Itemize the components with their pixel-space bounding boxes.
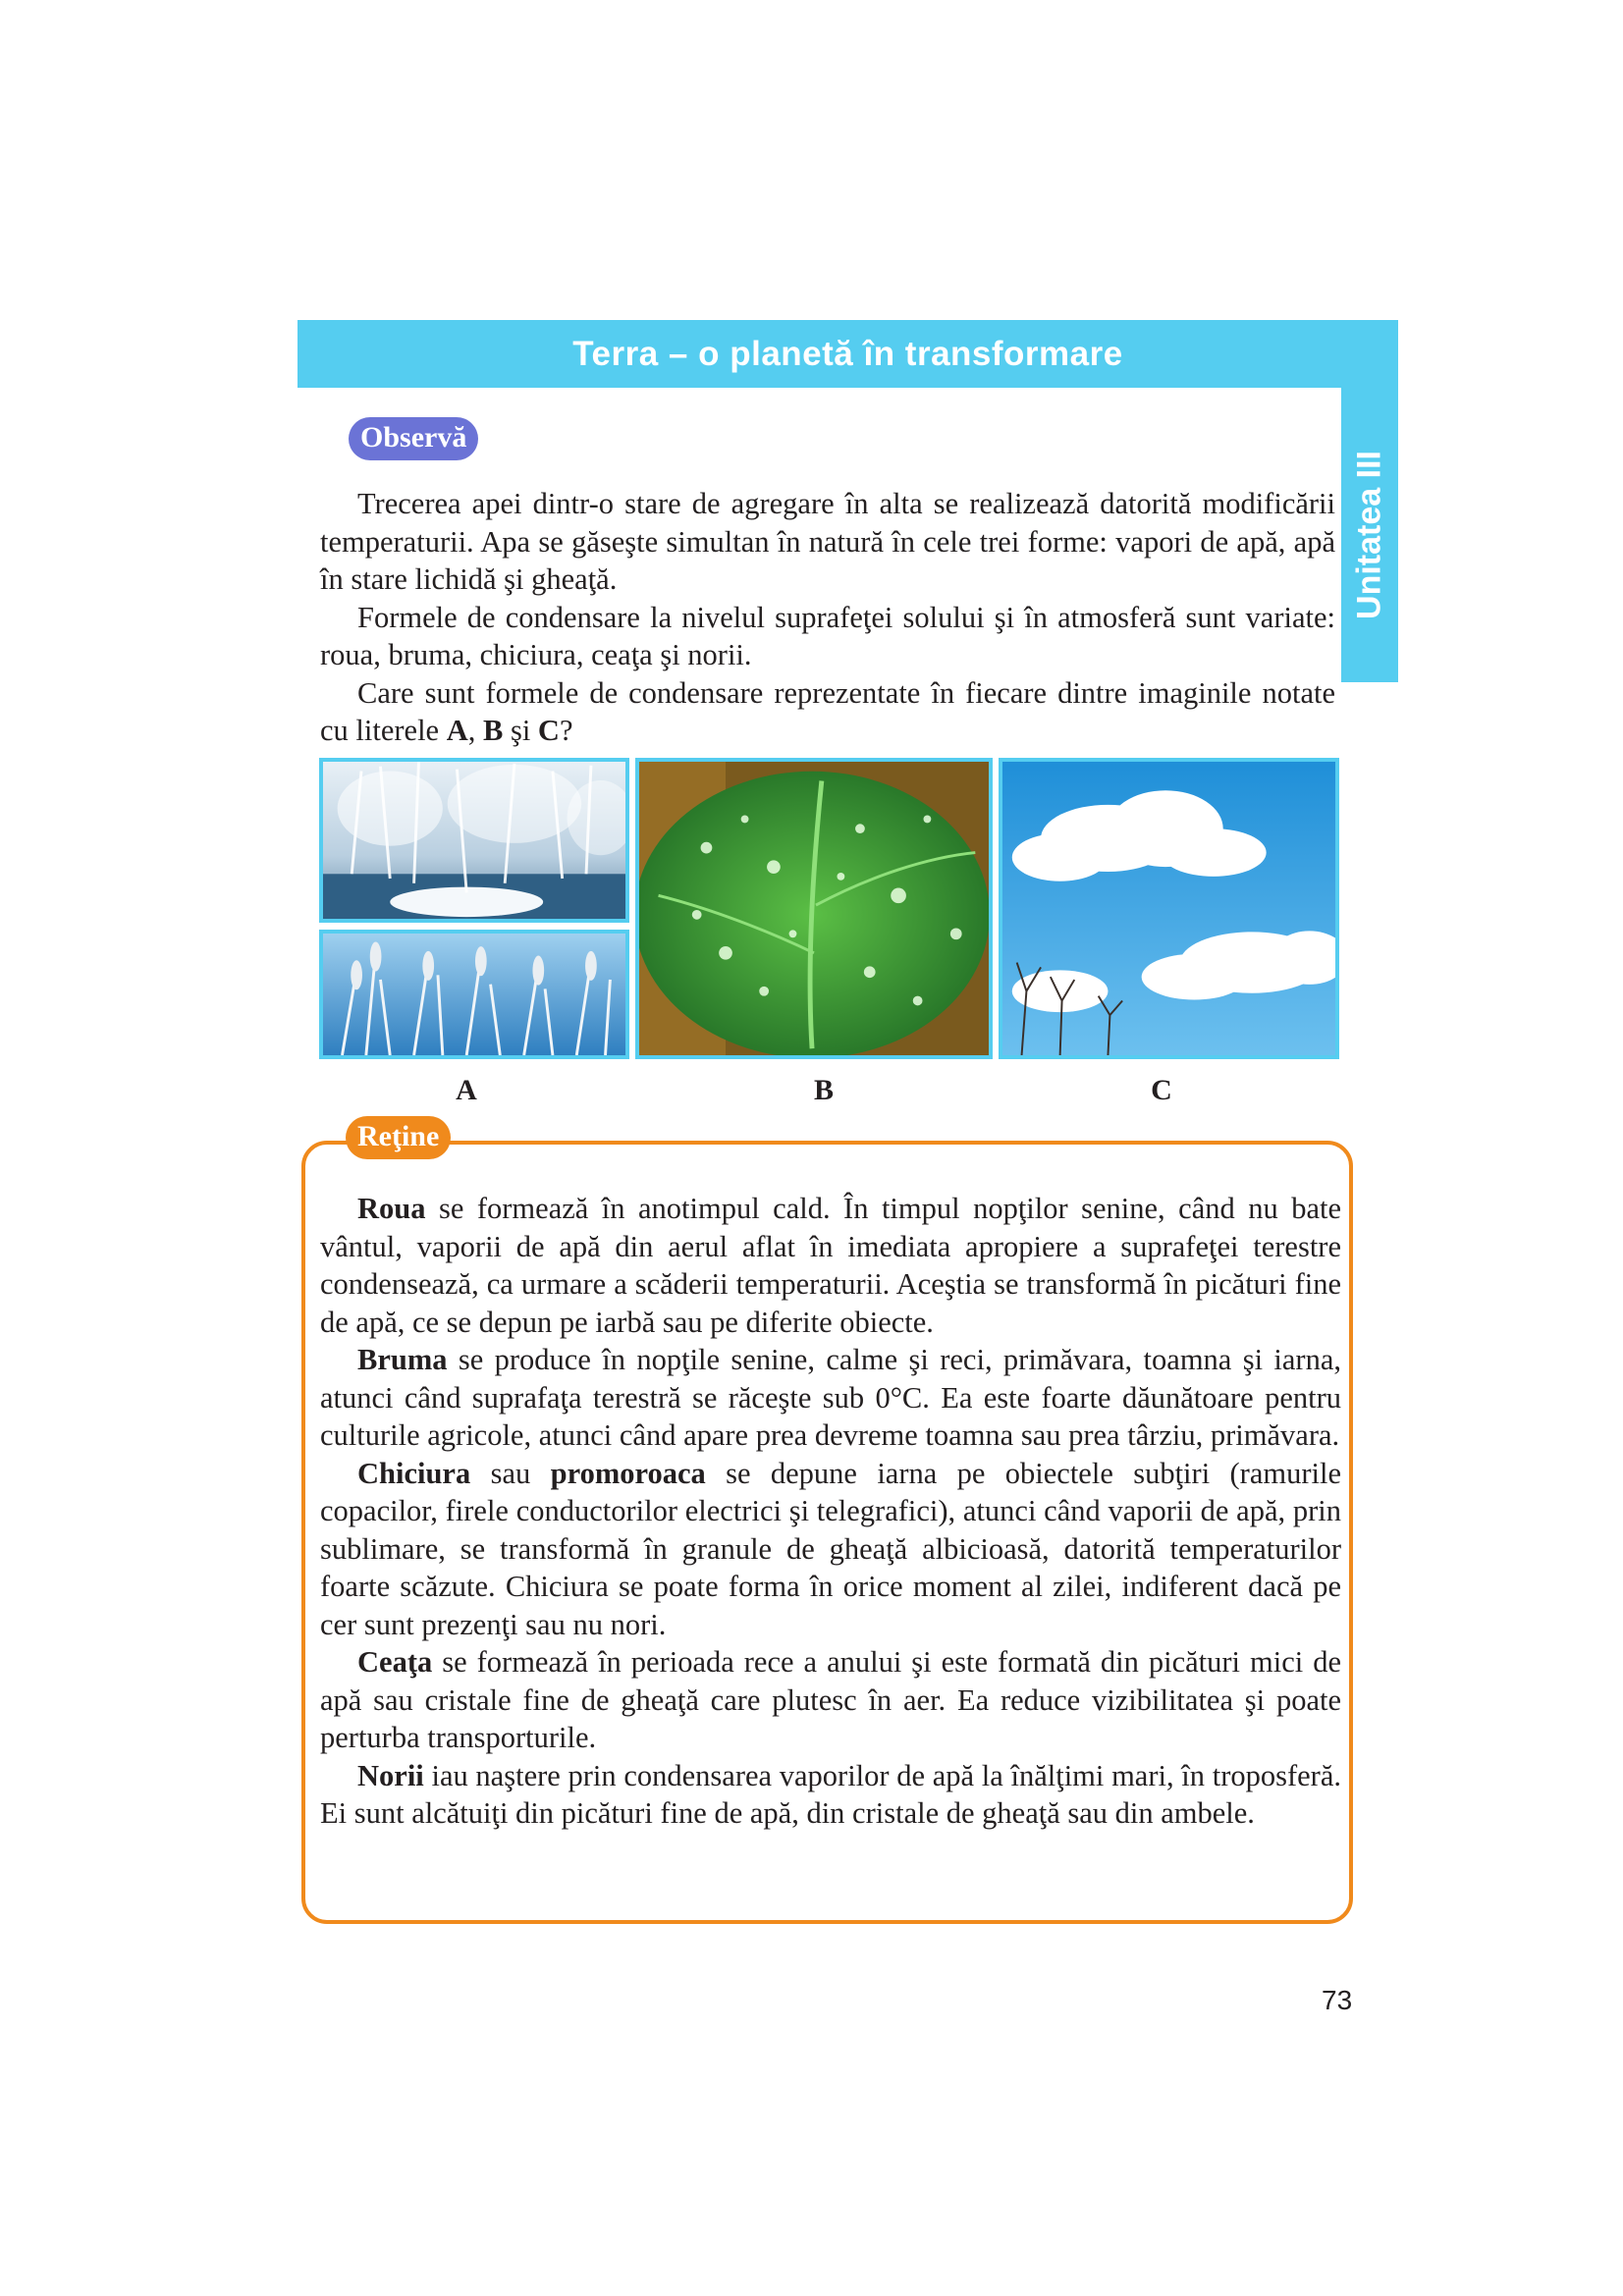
norii-paragraph [320, 1757, 1341, 1833]
frost-reeds-photo [319, 930, 629, 1059]
chapter-title-bar [298, 320, 1398, 388]
chiciura-connector: sau [470, 1456, 551, 1490]
letter-b: B [482, 714, 504, 747]
retine-text [320, 1190, 1341, 1833]
chapter-title: Terra – o planetă în transformare [572, 335, 1123, 373]
ceata-paragraph [320, 1643, 1341, 1757]
term-ceata: Ceaţa [357, 1645, 433, 1679]
observa-paragraph-2: Formele de condensare la nivelul suprafeţei solului şi în atmosferă sunt variate: roua, bruma, chiciura, ceaţa şi norii. [320, 600, 1335, 671]
question-separator: , [467, 714, 483, 747]
bruma-paragraph [320, 1341, 1341, 1455]
dew-leaf-photo [635, 758, 993, 1059]
image-label-a: A [456, 1074, 477, 1106]
ceata-text: se formează în perioada rece a anului şi este formată din picături mici de apă sau cristale fine de gheaţă care plutesc în aer. Ea reduce vizibilitatea şi poate perturba transporturile. [320, 1645, 1341, 1754]
observa-badge: Observă [349, 417, 478, 460]
question-mark: ? [559, 714, 573, 747]
question-text: Care sunt formele de condensare reprezentate în fiecare dintre imaginile notate cu literele [320, 675, 1335, 747]
question-separator: şi [503, 714, 538, 747]
term-chiciura: Chiciura [357, 1456, 471, 1490]
observa-paragraph-1: Trecerea apei dintr-o stare de agregare în alta se realizează datorită modificării temperaturii. Apa se găseşte simultan în natură în cele trei forme: vapori de apă, apă în stare lichidă şi gheaţă. [320, 487, 1335, 596]
page-number: 73 [1322, 1985, 1353, 2015]
observa-text [320, 485, 1335, 750]
term-bruma: Bruma [357, 1343, 448, 1376]
norii-text: iau naştere prin condensarea vaporilor de apă la înălţimi mari, în troposferă. Ei sunt alcătuiţi din picături fine de apă, din cristale de gheaţă sau din ambele. [320, 1758, 1341, 1830]
roua-paragraph [320, 1190, 1341, 1341]
unit-label: Unitatea III [1350, 451, 1388, 619]
image-label-b: B [813, 1074, 835, 1106]
term-roua: Roua [357, 1192, 426, 1225]
roua-text: se formează în anotimpul cald. În timpul nopţilor senine, când nu bate vântul, vaporii de apă din aerul aflat în imediata apropiere a suprafeţei terestre condensează, ca urmare a scăderii temperaturii. Aceştia se transformă în picături fine de apă, ce se depun pe iarbă sau pe diferite obiecte. [320, 1192, 1341, 1339]
observa-question [320, 674, 1335, 750]
clouds-sky-photo [999, 758, 1339, 1059]
retine-badge: Reţine [346, 1116, 451, 1159]
term-norii: Norii [357, 1758, 424, 1792]
image-label-c: C [1151, 1074, 1172, 1106]
frost-trees-photo [319, 758, 629, 923]
chiciura-text: se depune iarna pe obiectele subţiri (ramurile copacilor, firele conductorilor electrici şi telegrafici), atunci când vaporii de apă, prin sublimare, se transformă în granule de gheaţă albicioasă, datorită temperaturilor foarte scăzute. Chiciura se poate forma în orice moment al zilei, indiferent dacă pe cer sunt prezenţi sau nu nori. [320, 1456, 1341, 1641]
letter-c: C [537, 714, 560, 747]
letter-a: A [446, 714, 468, 747]
chiciura-paragraph [320, 1455, 1341, 1644]
bruma-text: se produce în nopţile senine, calme şi reci, primăvara, toamna şi iarna, atunci când suprafaţa terestră se răceşte sub 0°C. Ea este foarte dăunătoare pentru culturile agricole, atunci când apare prea devreme toamna sau prea târziu, primăvara. [320, 1343, 1341, 1452]
term-promoroaca: promoroaca [550, 1456, 706, 1490]
